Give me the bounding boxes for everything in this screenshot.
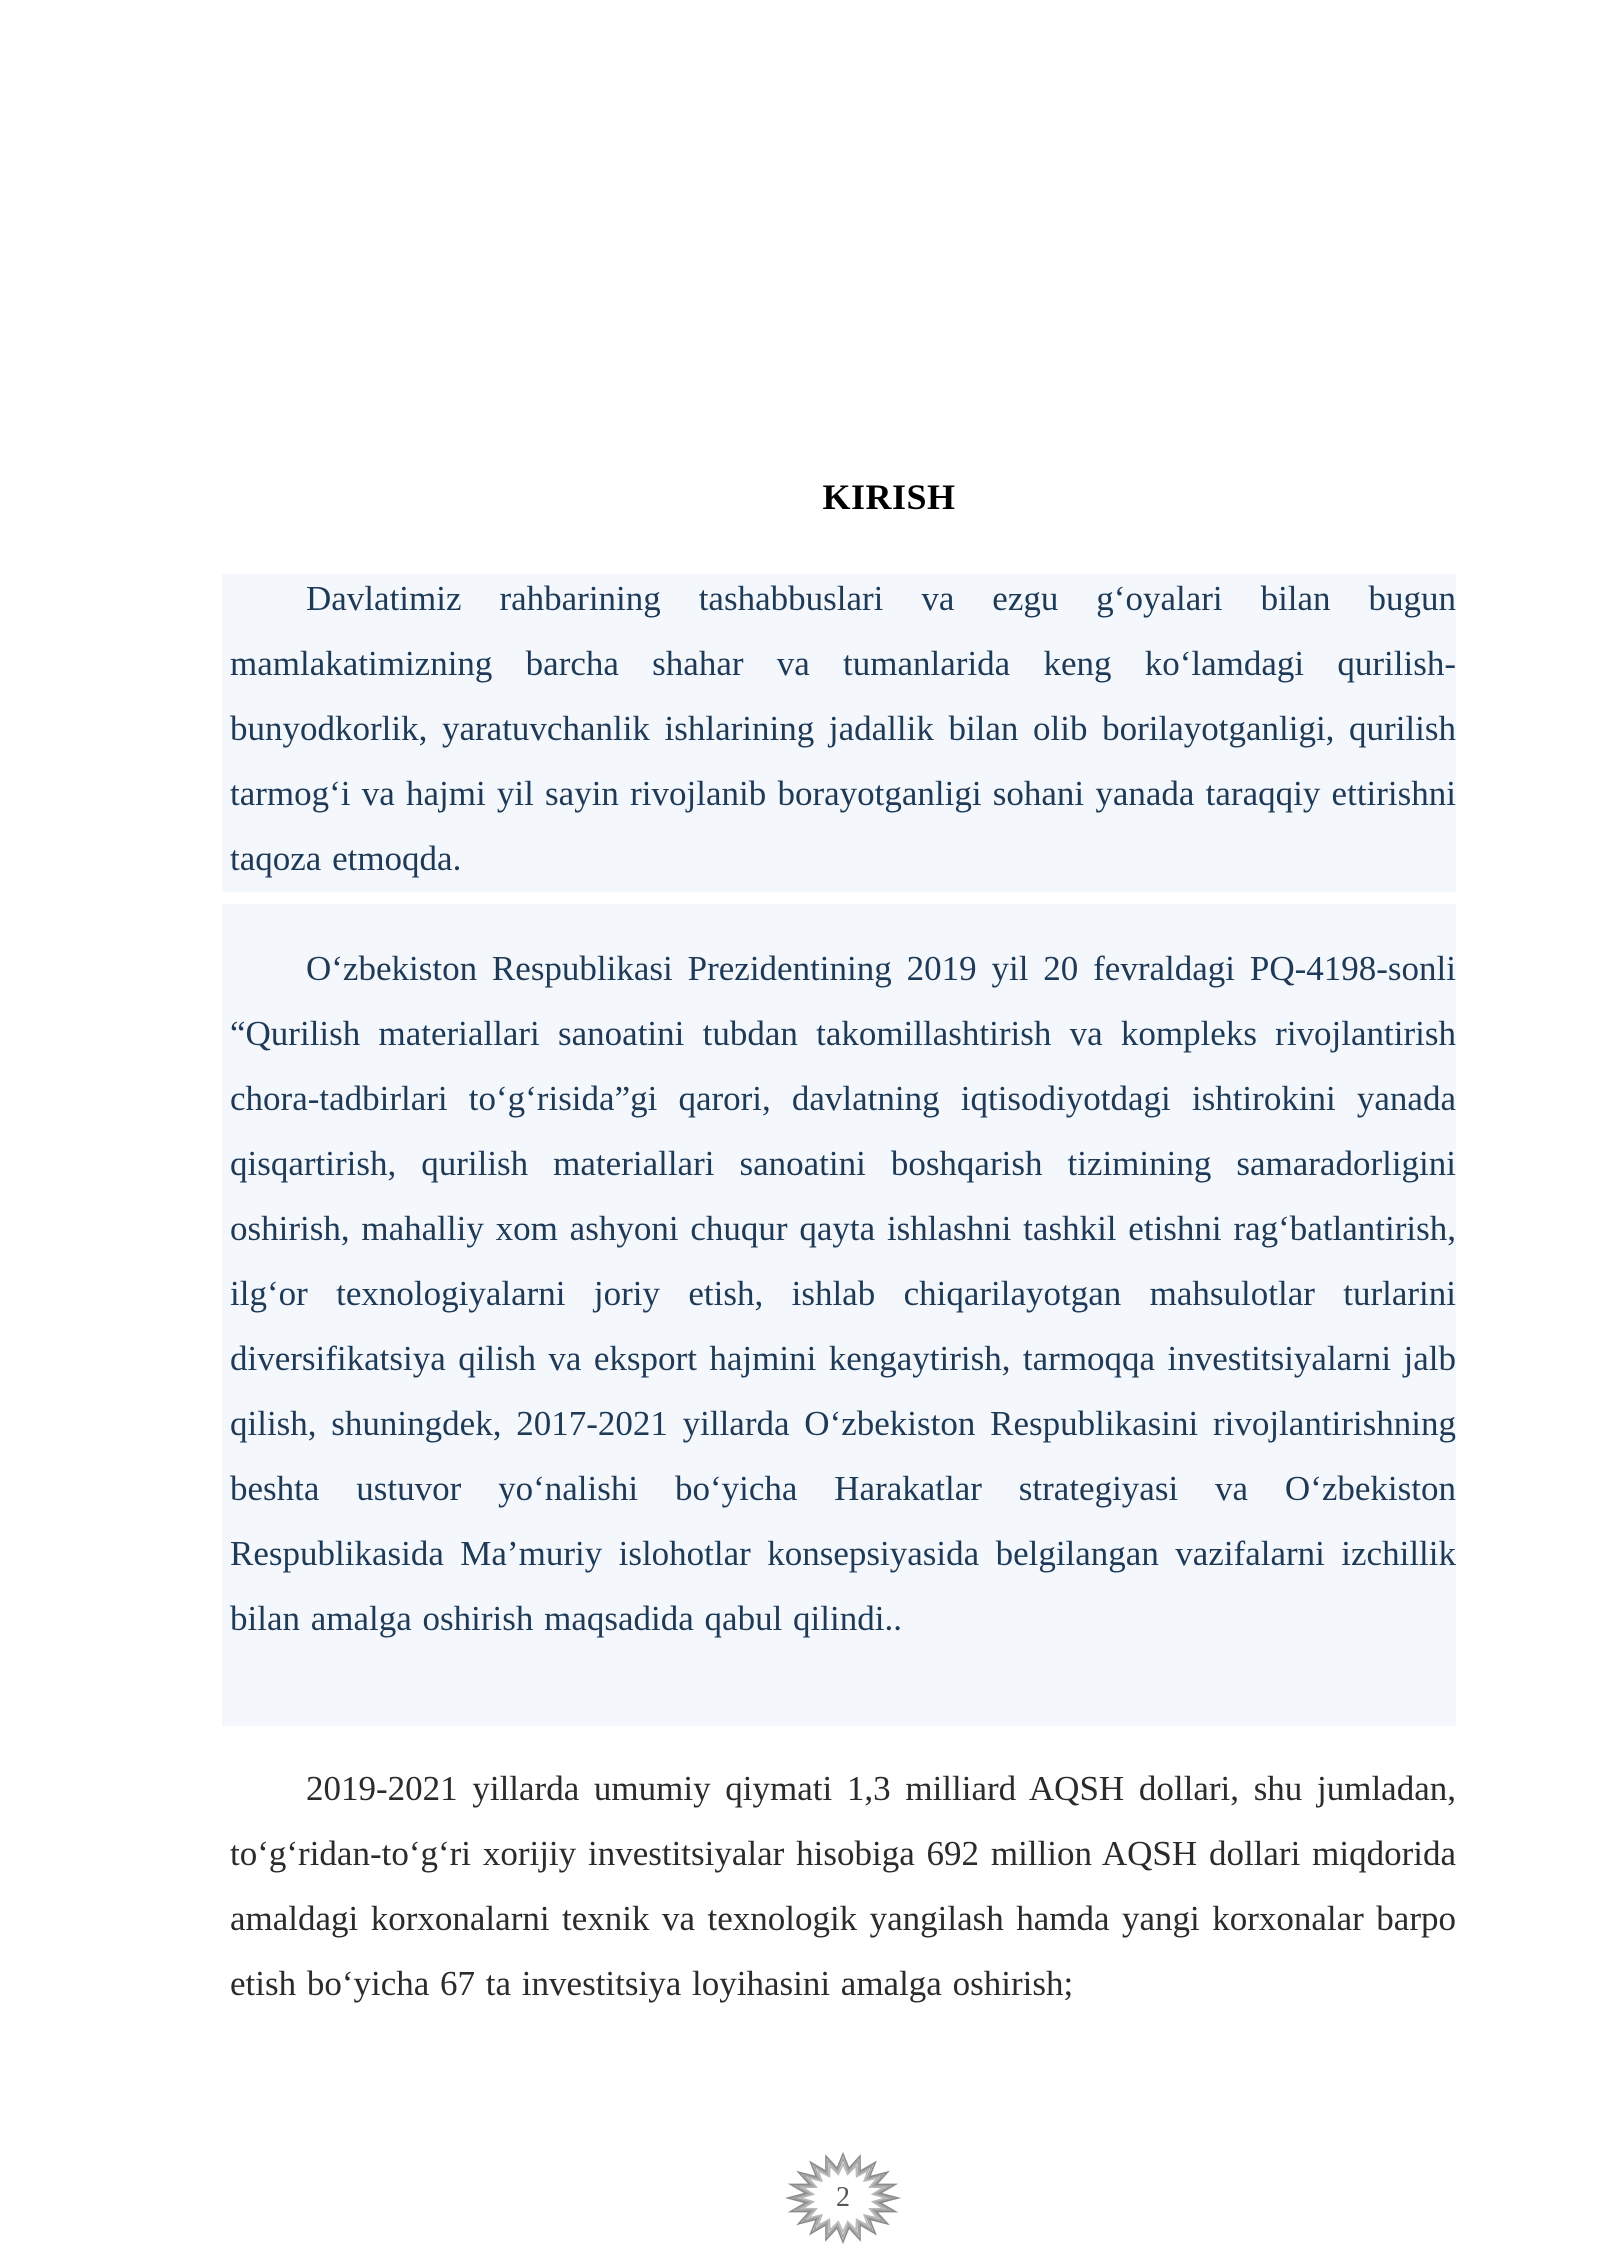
section-heading: KIRISH bbox=[822, 477, 956, 517]
intro-paragraph-3: 2019-2021 yillarda umumiy qiymati 1,3 milliard AQSH dollari, shu jumladan, to‘g‘ridan-to‘g‘ri xorijiy investitsiyalar hisobiga 692 million AQSH dollari miqdorida amaldagi korxonalarni texnik va texnologik yangilash hamda yangi korxonalar barpo etish bo‘yicha 67 ta investitsiya loyihasini amalga oshirish; bbox=[230, 1769, 1456, 2003]
page-number-badge bbox=[776, 2148, 910, 2248]
intro-paragraph-1: Davlatimiz rahbarining tashabbuslari va ezgu g‘oyalari bilan bugun mamlakatimizning barcha shahar va tumanlarida keng ko‘lamdagi qurilish-bunyodkorlik, yaratuvchanlik ishlarining jadallik bilan olib borilayotganligi, qurilish tarmog‘i va hajmi yil sayin rivojlanib borayotganligi sohani yanada taraqqiy ettirishni taqoza etmoqda. bbox=[230, 579, 1456, 878]
page-number: 2 bbox=[836, 2182, 850, 2213]
intro-paragraph-2: O‘zbekiston Respublikasi Prezidentining 2019 yil 20 fevraldagi PQ-4198-sonli “Qurilish materiallari sanoatini tubdan takomillashtirish va kompleks rivojlantirish chora-tadbirlari to‘g‘risida”gi qarori, davlatning iqtisodiyotdagi ishtirokini yanada qisqartirish, qurilish materiallari sanoatini boshqarish tizimining samaradorligini oshirish, mahalliy xom ashyoni chuqur qayta ishlashni tashkil etishni rag‘batlantirish, ilg‘or texnologiyalarni joriy etish, ishlab chiqarilayotgan mahsulotlar turlarini diversifikatsiya qilish va eksport hajmini kengaytirish, tarmoqqa investitsiyalarni jalb qilish, shuningdek, 2017-2021 yillarda O‘zbekiston Respublikasini rivojlantirishning beshta ustuvor yo‘nalishi bo‘yicha Harakatlar strategiyasi va O‘zbekiston Respublikasida Ma’muriy islohotlar konsepsiyasida belgilangan vazifalarni izchillik bilan amalga oshirish maqsadida qabul qilindi.. bbox=[230, 949, 1456, 1638]
